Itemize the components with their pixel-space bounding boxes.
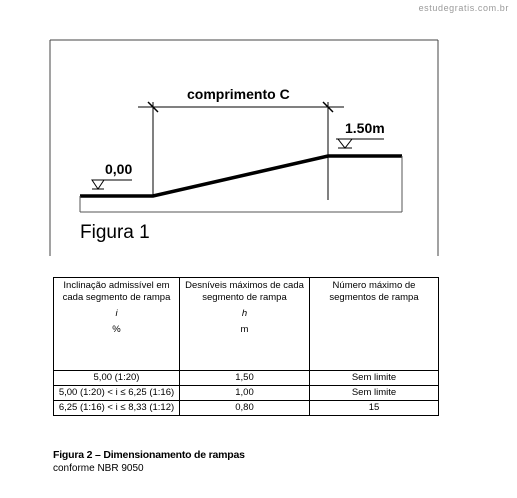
ramp-table [53, 277, 439, 416]
table-row: 6,25 (1:16) < i ≤ 8,33 (1:12) 0,80 15 [54, 401, 439, 416]
header-segments: Número máximo de segmentos de rampa [310, 278, 439, 371]
table-row: 5,00 (1:20) < i ≤ 6,25 (1:16) 1,00 Sem limite [54, 386, 439, 401]
end-level-label: 1.50m [345, 120, 385, 136]
caption-title: Figura 2 – Dimensionamento de rampas [53, 449, 245, 461]
length-label: comprimento C [187, 86, 290, 102]
header-height: Desníveis máximos de cada segmento de rampa h m [180, 278, 310, 371]
site-watermark: estudegratis.com.br [418, 3, 509, 13]
level-marker-end-icon [336, 139, 384, 148]
level-marker-start-icon [92, 180, 132, 189]
figure-title: Figura 1 [80, 222, 150, 243]
caption-subtitle: conforme NBR 9050 [53, 463, 144, 474]
start-level-label: 0,00 [105, 161, 133, 177]
table-row: 5,00 (1:20) 1,50 Sem limite [54, 371, 439, 386]
table-header-row [54, 278, 439, 371]
header-slope: Inclinação admissível em cada segmento de rampa i % [54, 278, 180, 371]
